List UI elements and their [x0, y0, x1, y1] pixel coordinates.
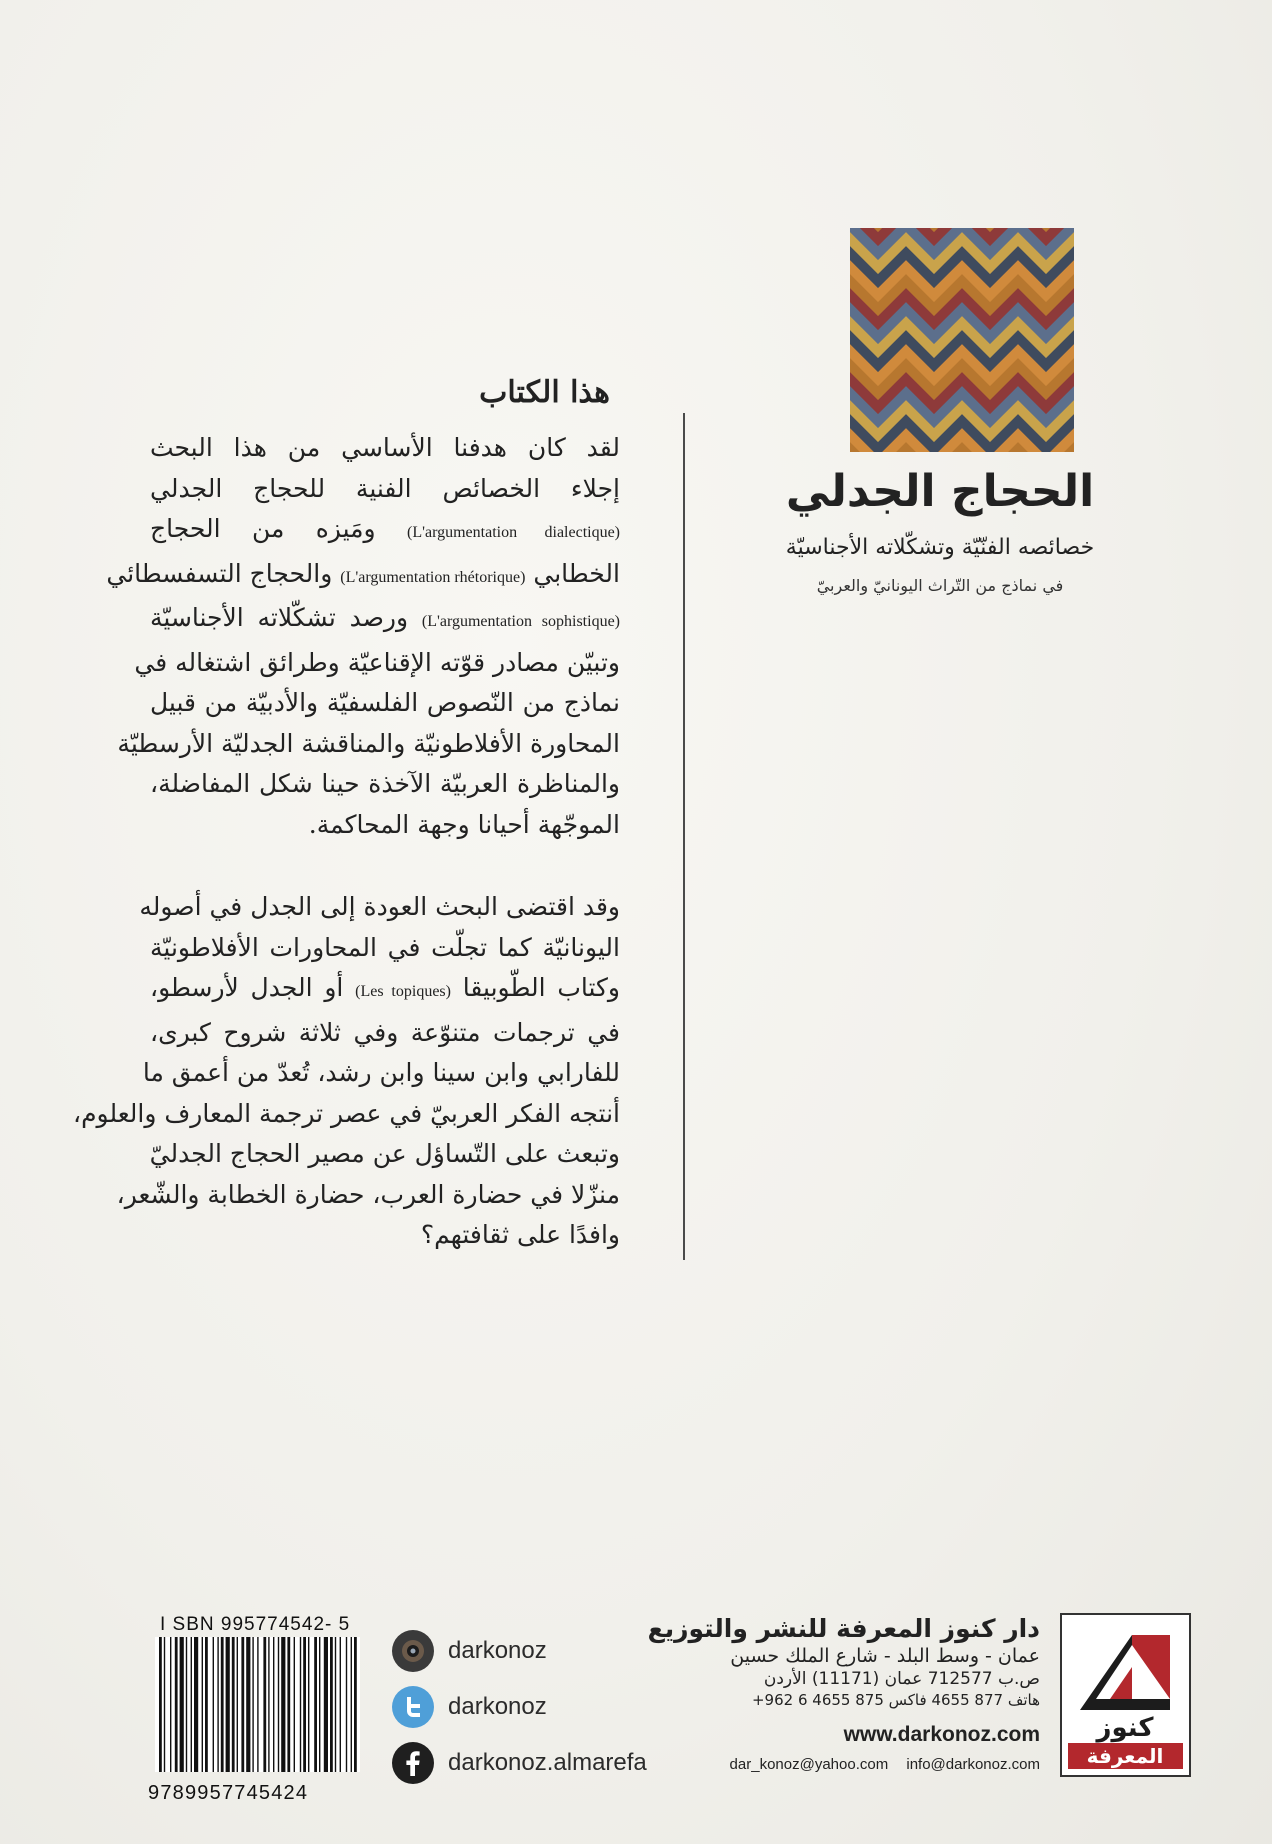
barcode-bar	[180, 1637, 184, 1772]
publisher-email-1: dar_konoz@yahoo.com	[729, 1756, 889, 1773]
cover-title: الحجاج الجدلي	[785, 466, 1095, 517]
barcode-bar	[232, 1637, 235, 1772]
barcode-bar	[314, 1637, 317, 1772]
blurb-line	[150, 764, 620, 805]
facebook-icon	[392, 1742, 434, 1784]
instagram-handle: darkonoz	[448, 1637, 547, 1664]
publisher-pobox: ص.ب 712577 عمان (11171) الأردن	[763, 1669, 1040, 1689]
cover-thumbnail	[850, 228, 1074, 452]
twitter-icon	[392, 1686, 434, 1728]
publisher-info	[647, 1614, 1040, 1709]
blurb-line	[150, 428, 620, 469]
arabic-text: الخطابي	[533, 558, 620, 588]
blurb-line	[134, 643, 620, 684]
svg-text:المعرفة: المعرفة	[1086, 1744, 1164, 1768]
publisher-email-2: info@darkonoz.com	[906, 1756, 1040, 1773]
arabic-text: والمناظرة العربيّة الآخذة حينا شكل المفاضلة،	[150, 769, 620, 798]
arabic-text: المحاورة الأفلاطونيّة والمناقشة الجدليّة الأرسطيّة	[117, 728, 620, 758]
blurb-heading: هذا الكتاب	[479, 375, 610, 410]
blurb-line	[139, 887, 620, 928]
barcode-bar	[263, 1637, 266, 1772]
barcode-bar	[287, 1637, 290, 1772]
column-divider	[683, 413, 685, 1260]
arabic-text: وكتاب الطّوبيقا	[462, 973, 620, 1002]
cover-subtitle: خصائصه الفنّيّة وتشكّلاته الأجناسيّة	[785, 535, 1095, 560]
publisher-emails	[670, 1756, 1040, 1773]
blurb-line	[150, 598, 620, 643]
barcode-bar	[303, 1637, 306, 1772]
barcode-bar	[186, 1637, 187, 1772]
social-facebook	[392, 1742, 647, 1784]
barcode-bar	[241, 1637, 244, 1772]
isbn-digits: 9789957745424	[148, 1782, 309, 1804]
latin-term: (L'argumentation rhétorique)	[340, 568, 526, 586]
publisher-name: دار كنوز المعرفة للنشر والتوزيع	[647, 1614, 1040, 1643]
barcode-bar	[217, 1637, 218, 1772]
arabic-text: وافدًا على ثقافتهم؟	[420, 1220, 620, 1249]
arabic-text: نماذج من النّصوص الفلسفيّة والأدبيّة من قبيل	[150, 688, 620, 717]
arabic-text: منزّلا في حضارة العرب، حضارة الخطابة والشّعر،	[116, 1179, 620, 1209]
blurb-line	[150, 805, 620, 846]
barcode-bar	[191, 1637, 192, 1772]
publisher-website: www.darkonoz.com	[843, 1723, 1040, 1746]
barcode-bar	[324, 1637, 328, 1772]
barcode-bar	[246, 1637, 250, 1772]
barcode-bar	[159, 1637, 162, 1772]
blurb-line	[150, 509, 620, 554]
twitter-handle: darkonoz	[448, 1693, 547, 1720]
blurb-line	[117, 724, 620, 765]
barcode-bar	[273, 1637, 274, 1772]
barcode-bar	[268, 1637, 269, 1772]
arabic-text: ومَيزه من الحجاج	[150, 514, 376, 543]
publisher-logo	[1060, 1613, 1191, 1777]
latin-term: (L'argumentation sophistique)	[421, 613, 621, 630]
barcode-bar	[319, 1637, 320, 1772]
arabic-text: في ترجمات متنوّعة وفي ثلاثة شروح كبرى،	[150, 1017, 620, 1047]
barcode-bar	[202, 1637, 203, 1772]
blurb-line	[150, 968, 620, 1013]
barcode-bar	[346, 1637, 347, 1772]
barcode-bar	[205, 1637, 208, 1772]
social-twitter	[392, 1686, 547, 1728]
blurb-line	[73, 1094, 620, 1135]
barcode-bar	[175, 1637, 178, 1772]
arabic-text: وقد اقتضى البحث العودة إلى الجدل في أصوله	[139, 892, 620, 921]
blurb-paragraph-1	[106, 428, 621, 845]
zigzag-pattern-image	[850, 228, 1074, 452]
barcode-bar	[257, 1637, 258, 1772]
latin-term: (Les topiques)	[355, 983, 451, 1000]
svg-text:كنوز: كنوز	[1096, 1713, 1154, 1743]
barcode-bar	[335, 1637, 336, 1772]
blurb-line	[106, 554, 620, 599]
blurb-line	[150, 683, 620, 724]
arabic-text: للفارابي وابن سينا وابن رشد، تُعدّ من أعمق ما	[142, 1058, 620, 1087]
barcode-bar	[294, 1637, 295, 1772]
publisher-phone: هاتف 877 4655 فاكس 875 4655 6 962+	[751, 1691, 1040, 1709]
facebook-handle: darkonoz.almarefa	[448, 1749, 647, 1776]
arabic-text: والحجاج التسفسطائي	[106, 558, 333, 588]
isbn-label: I SBN 995774542- 5	[160, 1614, 351, 1635]
blurb-paragraph-2	[73, 887, 620, 1256]
arabic-text: وتبيّن مصادر قوّته الإقناعيّة وطرائق اشتغاله في	[134, 647, 620, 677]
barcode-bar	[351, 1637, 352, 1772]
barcode-bar	[354, 1637, 357, 1772]
blurb-line	[150, 1134, 620, 1175]
publisher-address: عمان - وسط البلد - شارع الملك حسين	[730, 1645, 1040, 1667]
barcode-bar	[340, 1637, 341, 1772]
arabic-text: لقد كان هدفنا الأساسي من هذا البحث	[150, 433, 620, 462]
barcode-bar	[281, 1637, 285, 1772]
blurb-line	[150, 928, 620, 969]
arabic-text: وتبعث على التّساؤل عن مصير الحجاج الجدليّ	[149, 1139, 620, 1168]
instagram-icon	[392, 1630, 434, 1672]
barcode-bar	[252, 1637, 253, 1772]
social-instagram	[392, 1630, 547, 1672]
blurb-line	[150, 1215, 620, 1256]
barcode-bar	[194, 1637, 198, 1772]
barcode-bar	[330, 1637, 333, 1772]
arabic-text: ورصد تشكّلاته الأجناسيّة	[150, 603, 409, 632]
barcode-bar	[308, 1637, 309, 1772]
barcode-image	[155, 1637, 360, 1772]
arabic-text: إجلاء الخصائص الفنية للحجاج الجدلي	[150, 473, 620, 503]
blurb-line	[150, 1013, 620, 1054]
barcode-bar	[170, 1637, 171, 1772]
cover-subtitle-secondary: في نماذج من التّراث اليونانيّ والعربيّ	[816, 576, 1064, 595]
barcode-bar	[213, 1637, 214, 1772]
arabic-text: اليونانيّة كما تجلّت في المحاورات الأفلاطونيّة	[150, 932, 620, 962]
arabic-text: أو الجدل لأرسطو،	[150, 973, 344, 1002]
arabic-text: الموجّهة أحيانا وجهة المحاكمة.	[308, 809, 620, 839]
barcode-bar	[221, 1637, 224, 1772]
blurb-line	[150, 469, 620, 510]
blurb-line	[142, 1053, 620, 1094]
book-blurb	[73, 375, 621, 1256]
arabic-text: أنتجه الفكر العربيّ في عصر ترجمة المعارف والعلوم،	[73, 1098, 620, 1128]
barcode-bar	[237, 1637, 238, 1772]
blurb-line	[116, 1175, 620, 1216]
barcode-bar	[278, 1637, 279, 1772]
barcode-bar	[164, 1637, 165, 1772]
barcode-bar	[300, 1637, 301, 1772]
barcode-bar	[226, 1637, 230, 1772]
latin-term: (L'argumentation dialectique)	[406, 524, 621, 541]
